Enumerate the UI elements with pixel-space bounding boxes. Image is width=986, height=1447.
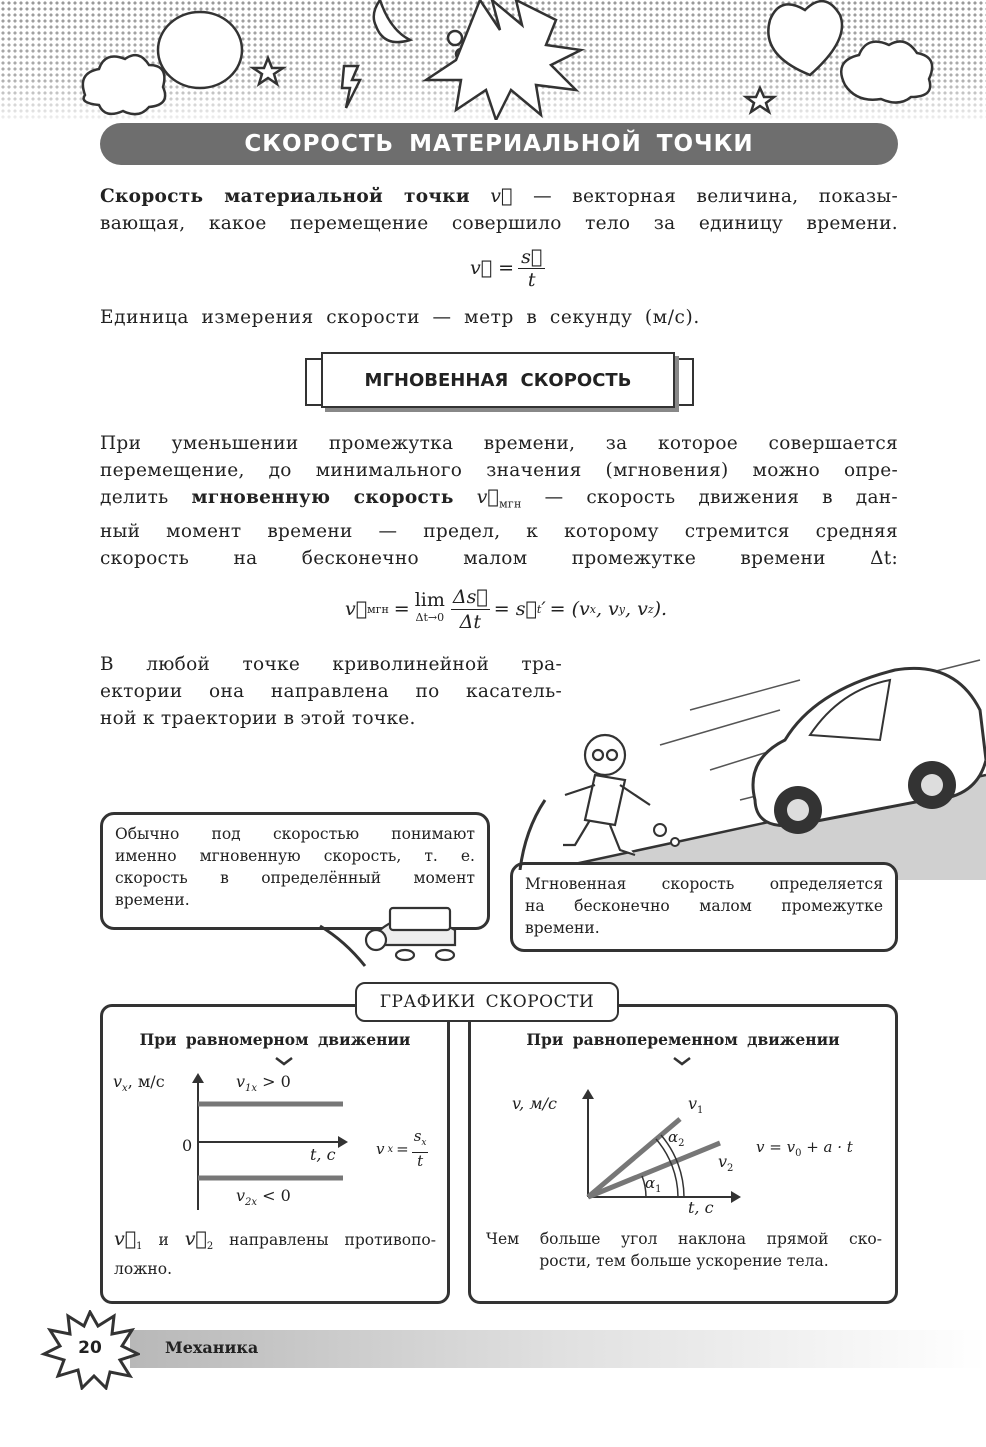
uniform-zero: 0 <box>182 1136 193 1155</box>
heart-icon <box>768 1 842 75</box>
leaf-icon <box>374 0 410 42</box>
footer-bar <box>130 1330 986 1368</box>
line-v1 <box>588 1119 680 1197</box>
velocity-formula <box>470 240 545 296</box>
page-title: СКОРОСТЬ МАТЕРИАЛЬНОЙ ТОЧКИ <box>100 123 898 165</box>
uniform-x-label: t, с <box>310 1145 336 1164</box>
star-icon <box>746 88 774 112</box>
oval-bubble-icon <box>158 12 242 88</box>
uniform-caption: $v⃗_1$ и $v⃗_2$ направлены противопо- ложно. <box>114 1228 436 1279</box>
unit-line <box>100 304 898 331</box>
section-title: МГНОВЕННАЯ СКОРОСТЬ <box>321 352 675 408</box>
uniform-y-label: $v_x$, м/с <box>113 1072 165 1095</box>
instant-paragraph <box>100 430 898 572</box>
uniform-v1-label: $v_{1x} > 0$ <box>236 1072 291 1095</box>
intro-term: Скорость материальной точки <box>100 186 470 207</box>
instant-line-3: делить мгновенную скорость $v⃗_{мгн}$ — скорость движения в дан- <box>100 486 898 511</box>
bubble-tail <box>515 795 565 870</box>
cloud-icon <box>841 41 932 102</box>
delta-fraction: $\frac{\Delta s⃗}{\Delta t}$ <box>452 585 488 633</box>
cloud-icon <box>83 55 165 114</box>
lightning-icon <box>342 66 360 108</box>
uniform-v2-label: $v_{2x} < 0$ <box>236 1186 291 1209</box>
turtle-icon <box>366 908 455 960</box>
comic-decoration <box>0 0 986 120</box>
page-number: 20 <box>78 1338 102 1358</box>
velocity-fraction <box>518 246 545 291</box>
accelerated-formula: $v = v_0 + a \cdot t$ <box>756 1138 853 1159</box>
accelerated-y-label: v, м/с <box>512 1094 557 1113</box>
velocity-symbol: v⃗ <box>490 185 513 207</box>
panel-uniform-heading: При равномерном движении <box>139 1030 411 1049</box>
intro-paragraph <box>100 183 898 237</box>
limit: lim Δt→0 <box>414 589 445 624</box>
intro-line-1-text: — векторная величина, показы- <box>533 186 899 207</box>
velocity-fraction-num: s⃗ <box>518 246 545 269</box>
section-title-box <box>305 352 690 408</box>
uniform-formula: v x = $\frac{s_x}{t}$ <box>376 1127 427 1170</box>
accelerated-v1-label: $v_1$ <box>688 1094 704 1117</box>
panel-accelerated-heading: При равнопеременном движении <box>526 1030 840 1049</box>
velocity-fraction-den: t <box>527 268 536 291</box>
intro-line-1 <box>100 183 898 210</box>
car-illustration <box>540 650 986 880</box>
accelerated-caption: Чем больше угол наклона прямой ско- рости, тем больше ускорение тела. <box>486 1230 882 1270</box>
instant-formula: v⃗ мгн = lim Δt→0 $\frac{\Delta s⃗}{\Delta t}$ = s⃗ t ′ = (v x , v y , v z ). <box>345 585 668 633</box>
bubble-right: Мгновенная скорость определяется на бесконечно малом промежутке времени. <box>510 862 898 952</box>
instant-term: мгновенную скорость <box>191 487 454 508</box>
tangent-paragraph: В любой точке криволинейной тра- ектории она направлена по касатель- ной к траектории в этой точке. <box>100 654 562 729</box>
burst-icon <box>426 0 581 120</box>
instant-line-4: ный момент времени — предел, к которому стремится средняя <box>100 520 898 542</box>
accelerated-v2-label: $v_2$ <box>718 1152 734 1175</box>
instant-line-5: скорость на бесконечно малом промежутке времени Δt: <box>100 547 898 569</box>
instant-line-1: При уменьшении промежутка времени, за которое совершается <box>100 433 898 454</box>
scientist-icon <box>563 735 650 855</box>
accelerated-x-label: t, с <box>688 1198 714 1217</box>
star-icon <box>253 58 283 84</box>
bubble-left: Обычно под скоростью понимают именно мгновенную скорость, т. е. скорость в определённый момент времени. <box>100 812 490 930</box>
graphs-title: ГРАФИКИ СКОРОСТИ <box>355 982 619 1022</box>
accelerated-alpha2: $\alpha_2$ <box>668 1128 685 1149</box>
footer-section: Механика <box>165 1338 259 1357</box>
velocity-formula-lhs: v⃗ = <box>470 257 515 279</box>
unit-line-text: Единица измерения скорости — метр в секунду (м/с). <box>100 307 700 328</box>
turtle-illustration <box>310 900 470 970</box>
instant-line-2: перемещение, до минимального значения (мгновения) можно опре- <box>100 460 898 481</box>
accelerated-alpha1: $\alpha_1$ <box>645 1174 662 1195</box>
intro-line-2: вающая, какое перемещение совершило тело за единицу времени. <box>100 213 898 234</box>
